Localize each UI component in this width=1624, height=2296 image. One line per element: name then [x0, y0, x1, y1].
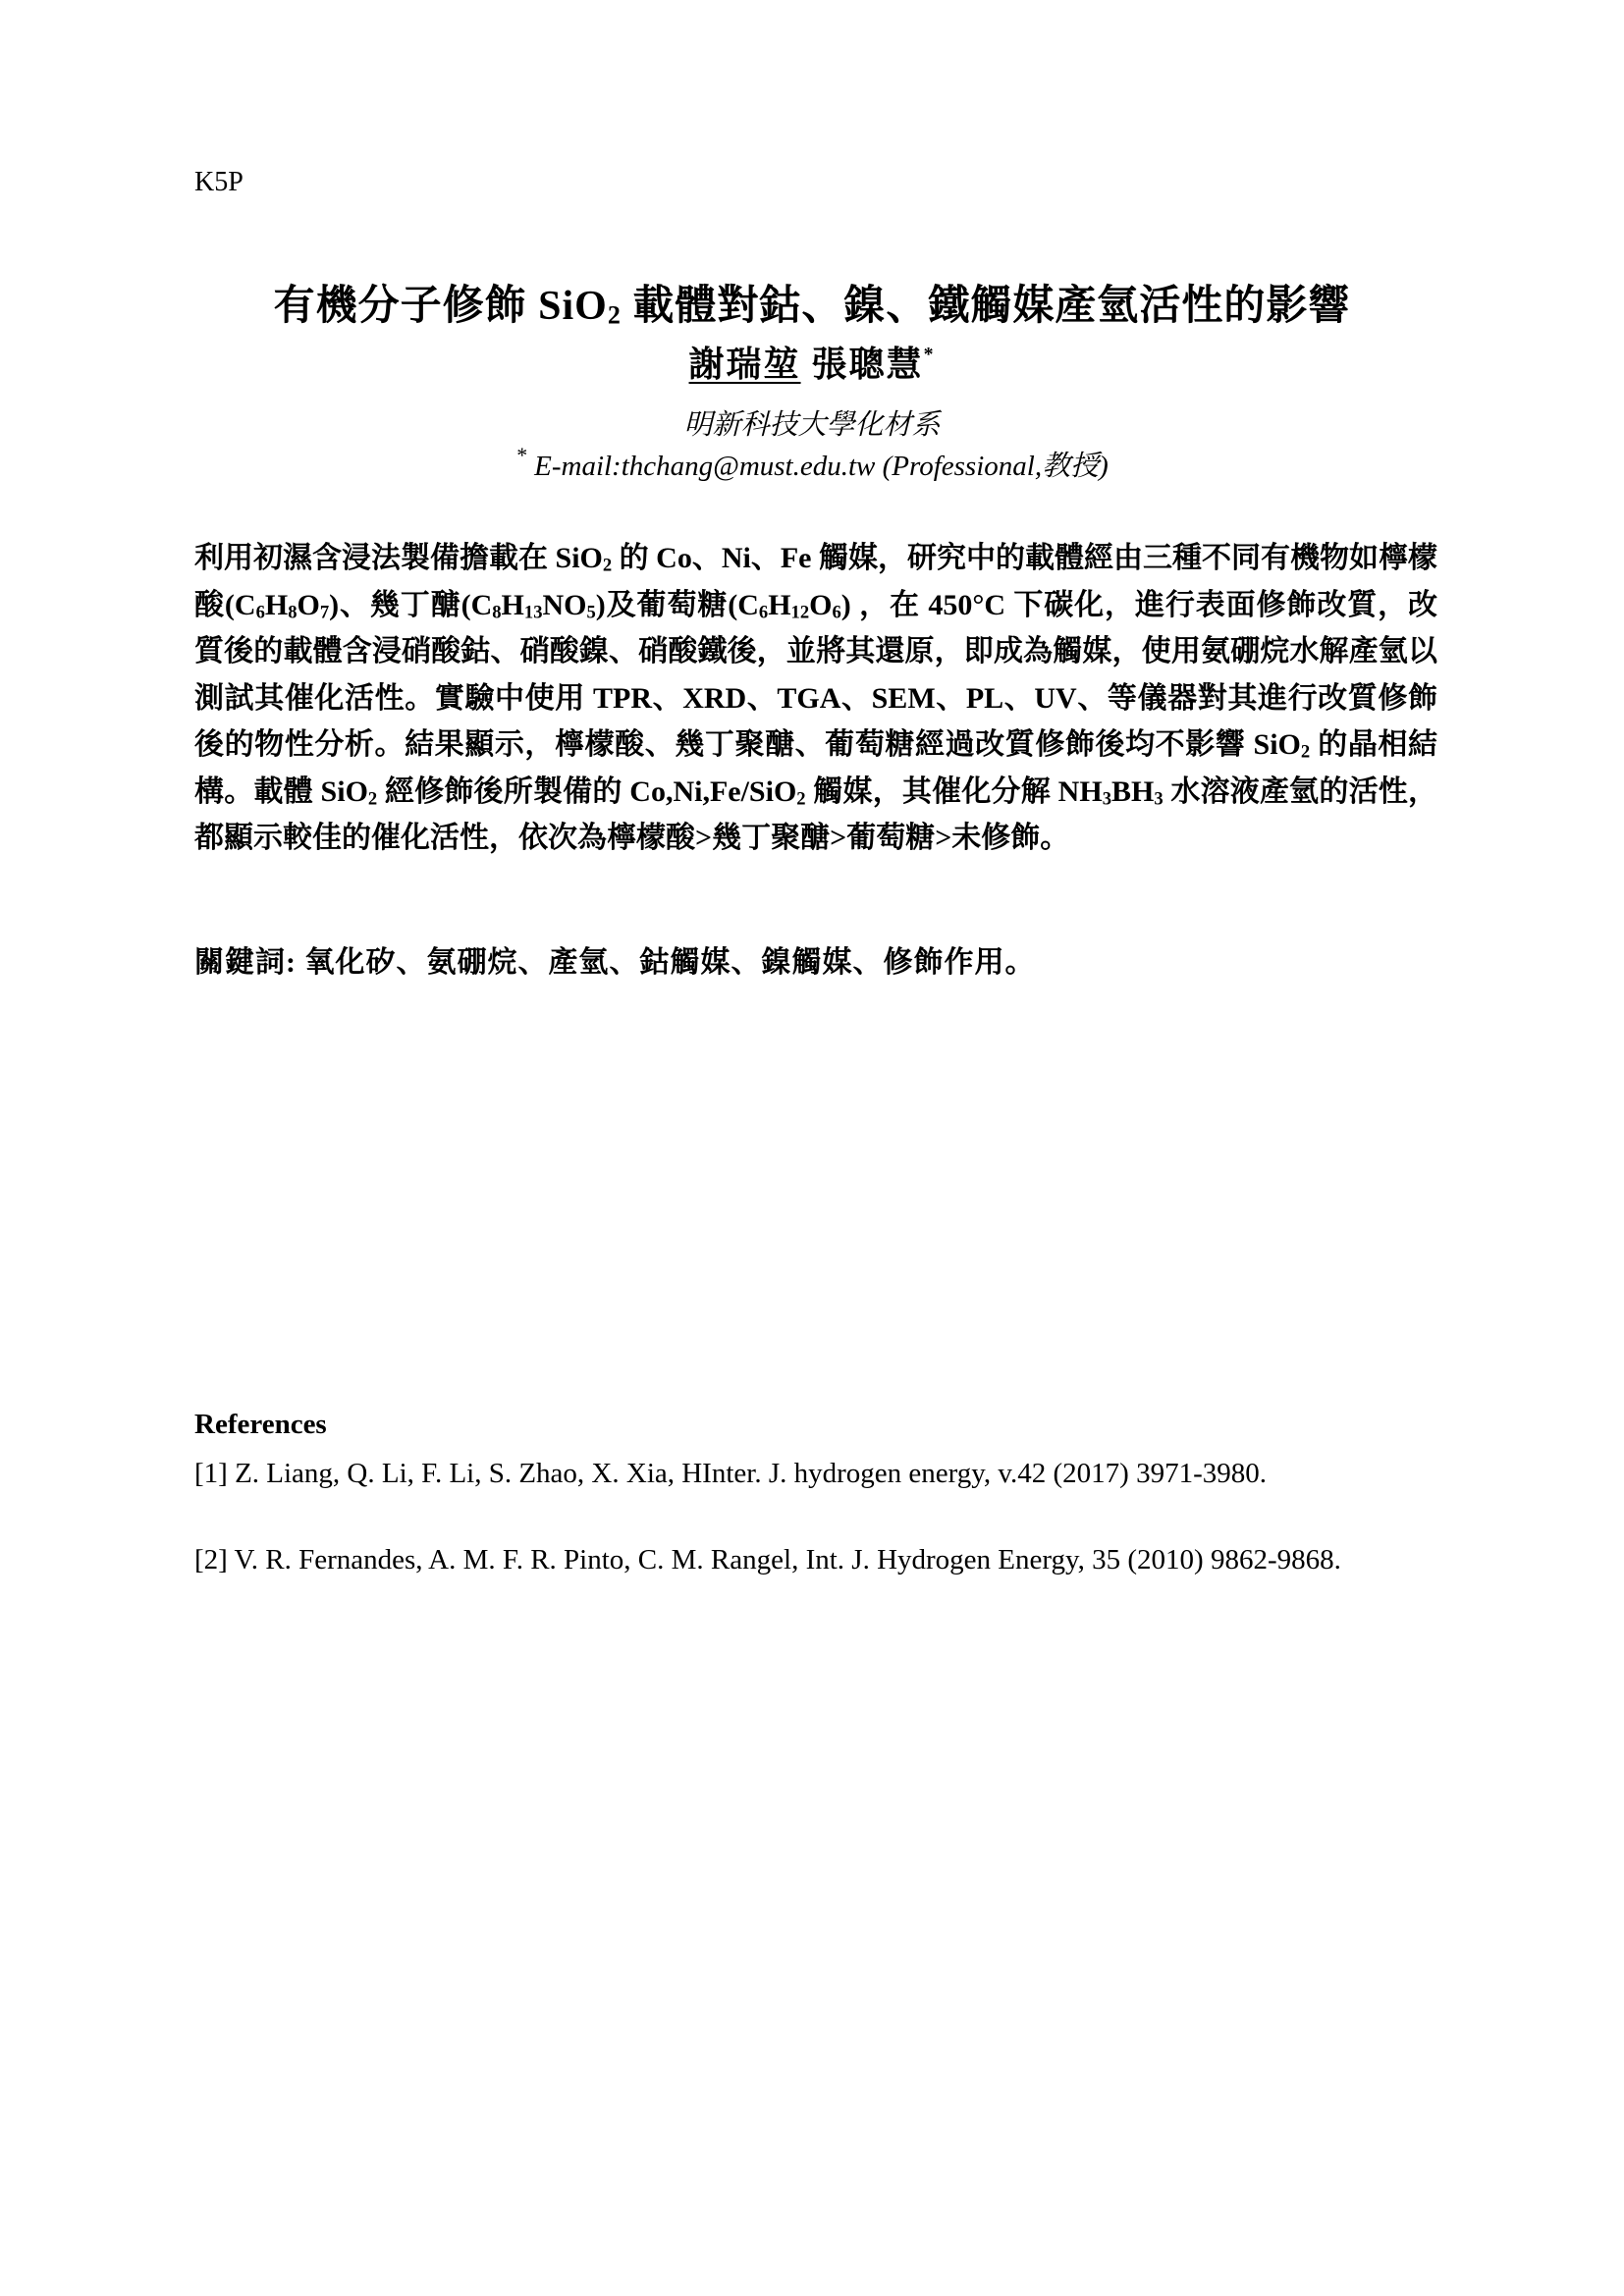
author-first: 謝瑞堃 — [688, 345, 801, 384]
email-line — [0, 444, 1624, 484]
affiliation: 明新科技大學化材系 — [683, 409, 941, 441]
email-text: E-mail:thchang@must.edu.tw (Professional,教授) — [534, 451, 1109, 482]
author-second: 張聰慧 — [811, 345, 924, 384]
page-code: K5P — [194, 167, 244, 197]
email-mark: * — [515, 443, 527, 467]
reference-item: [1] Z. Liang, Q. Li, F. Li, S. Zhao, X. Xia, HInter. J. hydrogen energy, v.42 (2017) 3971-3980. — [194, 1458, 1267, 1489]
reference-item: [2] V. R. Fernandes, A. M. F. R. Pinto, C. M. Rangel, Int. J. Hydrogen Energy, 35 (2010) 9862-9868. — [194, 1544, 1341, 1575]
corresponding-mark: * — [923, 344, 936, 366]
title-part1: 有機分子修飾 SiO — [273, 284, 608, 329]
abstract: 利用初濕含浸法製備擔載在 SiO$_2$ 的 Co、Ni、Fe 觸媒，研究中的載體經由三種不同有機物如檸檬酸$(C_6H_8O_7)$、幾丁醣$(C_8H_{13}NO_5)$及葡萄糖$(C_6H_{12}O_6)$ ，在 450°C 下碳化，進行表面修飾改質，改質後的載體含浸硝酸鈷、硝酸鎳、硝酸鐵後，並將其還原，即成為觸媒，使用氨硼烷水解產氫以測試其催化活性。實驗中使用 TPR、XRD、TGA、SEM、PL、UV、等儀器對其進行改質修飾後的物性分析。結果顯示，檸檬酸、幾丁聚醣、葡萄糖經過改質修飾後均不影響 SiO$_2$ 的晶相結構。載體 SiO$_2$ 經修飾後所製備的 Co,Ni,Fe/SiO$_2$ 觸媒，其催化分解 $NH_3BH_3$ 水溶液產氫的活性，都顯示較佳的催化活性，依次為檸檬酸>幾丁聚醣>葡萄糖>未修飾。 — [194, 542, 1438, 854]
paper-title — [0, 273, 1624, 332]
title-subscript: 2 — [607, 300, 622, 330]
title-part2: 載體對鈷、鎳、鐵觸媒產氫活性的影響 — [621, 284, 1351, 329]
keywords — [194, 937, 1437, 981]
keywords-label: 關鍵詞: — [194, 946, 297, 979]
keywords-text: 氧化矽、氨硼烷、產氫、鈷觸媒、鎳觸媒、修飾作用。 — [297, 946, 1036, 979]
author-line — [0, 337, 1624, 387]
references-heading: References — [194, 1409, 327, 1440]
